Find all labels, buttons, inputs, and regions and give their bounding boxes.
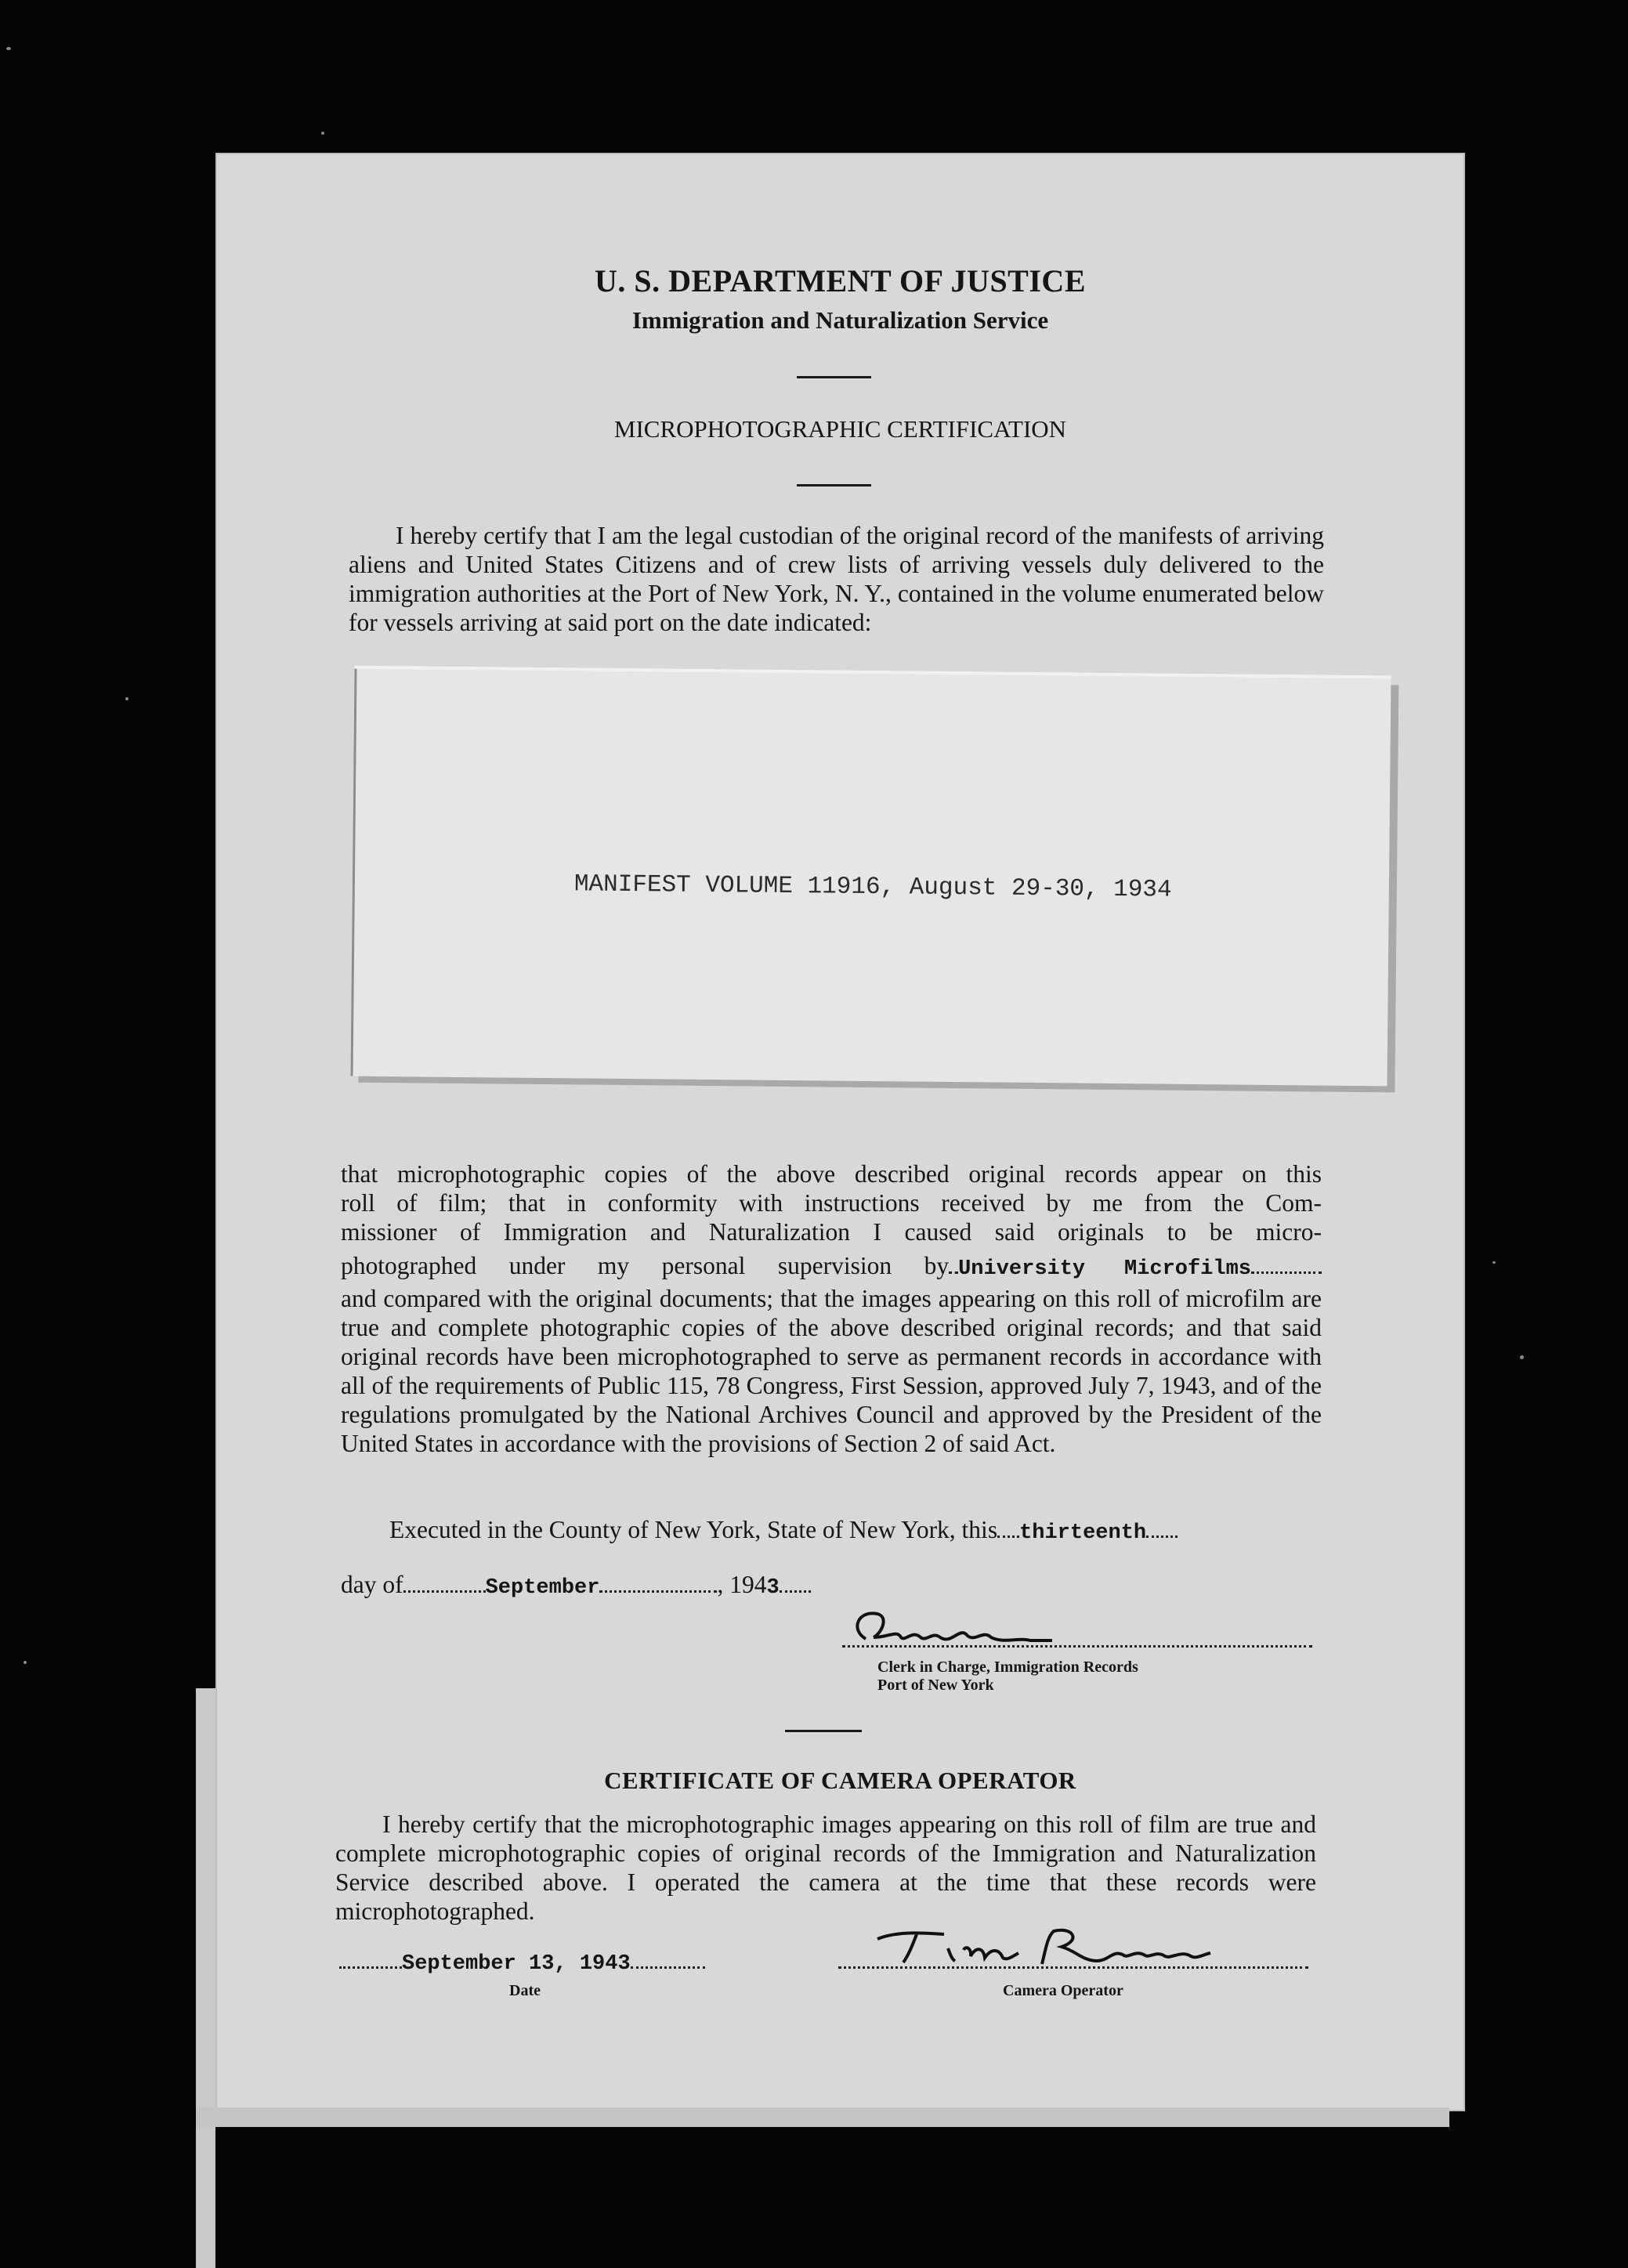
film-speck: [125, 697, 128, 700]
executed-line: [389, 1516, 1178, 1545]
film-speck: [1520, 1355, 1524, 1359]
intro-paragraph: [349, 521, 1324, 637]
page-edge: [196, 1688, 215, 2268]
executed-prefix: Executed in the County of New York, State of New York, this: [389, 1516, 998, 1543]
year-prefix: , 194: [717, 1571, 767, 1598]
executed-month: September: [485, 1576, 600, 1600]
microfilm-company: University Microfilms: [958, 1257, 1251, 1281]
body-rest: and compared with the original documents; that the images appearing on this roll of microfilm are true and complete photographic copies of the above described original records; and that said original records have been microphotographed to serve as permanent records in accordance with all of the requirements of Public 115, 78 Congress, First Session, approved July 7, 1943, and of the regulations promulgated by the National Archives Council and approved by the President of the United States in accordance with the provisions of Section 2 of said Act.: [341, 1285, 1322, 1457]
film-speck: [24, 1661, 27, 1664]
camera-date-line: [339, 1947, 705, 1976]
camera-operator-label: Camera Operator: [1003, 1982, 1123, 1999]
camera-date-value: September 13, 1943: [402, 1952, 631, 1976]
year-digit: 3: [766, 1576, 780, 1600]
clerk-caption: [877, 1658, 1138, 1695]
date-label: Date: [509, 1982, 541, 1999]
divider: [797, 376, 871, 378]
manifest-volume-label: MANIFEST VOLUME 11916, August 29-30, 1934: [573, 870, 1172, 904]
certificate-page: [215, 153, 1465, 2111]
executed-day: thirteenth: [1019, 1521, 1147, 1545]
camera-certificate-text: I hereby certify that the microphotographic images appearing on this roll of film are true and complete microphotographic copies of original records of the Immigration and Naturalization Service described above. I operated the camera at the time that these records were microphotographed.: [335, 1810, 1316, 1925]
body-paragraph: [341, 1159, 1322, 1458]
camera-certificate-paragraph: [335, 1810, 1316, 1926]
film-speck: [1492, 1261, 1496, 1264]
pasted-volume-slip: [351, 669, 1391, 1087]
camera-certificate-title: CERTIFICATE OF CAMERA OPERATOR: [604, 1767, 1076, 1794]
day-of-label: day of: [341, 1571, 403, 1598]
divider: [797, 484, 871, 487]
body-line-4: [341, 1251, 1322, 1284]
executed-date-line: [341, 1571, 811, 1600]
service-subtitle: Immigration and Naturalization Service: [631, 306, 1049, 334]
intro-text: I hereby certify that I am the legal custodian of the original record of the manifests of arriving aliens and United States Citizens and of crew lists of arriving vessels duly delivered to the immigration authorities at the Port of New York, N. Y., contained in the volume enumerated below for vessels arriving at said port on the date indicated:: [349, 522, 1324, 636]
divider: [785, 1730, 862, 1732]
clerk-signature-line: [842, 1626, 1312, 1654]
film-speck: [6, 47, 11, 50]
page-edge: [196, 2107, 1449, 2127]
clerk-caption-title: Clerk in Charge, Immigration Records: [877, 1658, 1138, 1676]
certification-title: MICROPHOTOGRAPHIC CERTIFICATION: [613, 415, 1067, 443]
department-title: U. S. DEPARTMENT OF JUSTICE: [595, 263, 1086, 298]
body-line-3: missioner of Immigration and Naturalization I caused said originals to be micro-: [341, 1218, 1322, 1246]
body-line-1: that microphotographic copies of the above described original records appear on this: [341, 1160, 1322, 1188]
camera-operator-line: [838, 1947, 1308, 1975]
film-speck: [321, 132, 324, 135]
supervision-prefix: photographed under my personal supervision by: [341, 1252, 950, 1279]
clerk-caption-port: Port of New York: [877, 1677, 994, 1694]
body-line-2: roll of film; that in conformity with instructions received by me from the Com-: [341, 1189, 1322, 1217]
